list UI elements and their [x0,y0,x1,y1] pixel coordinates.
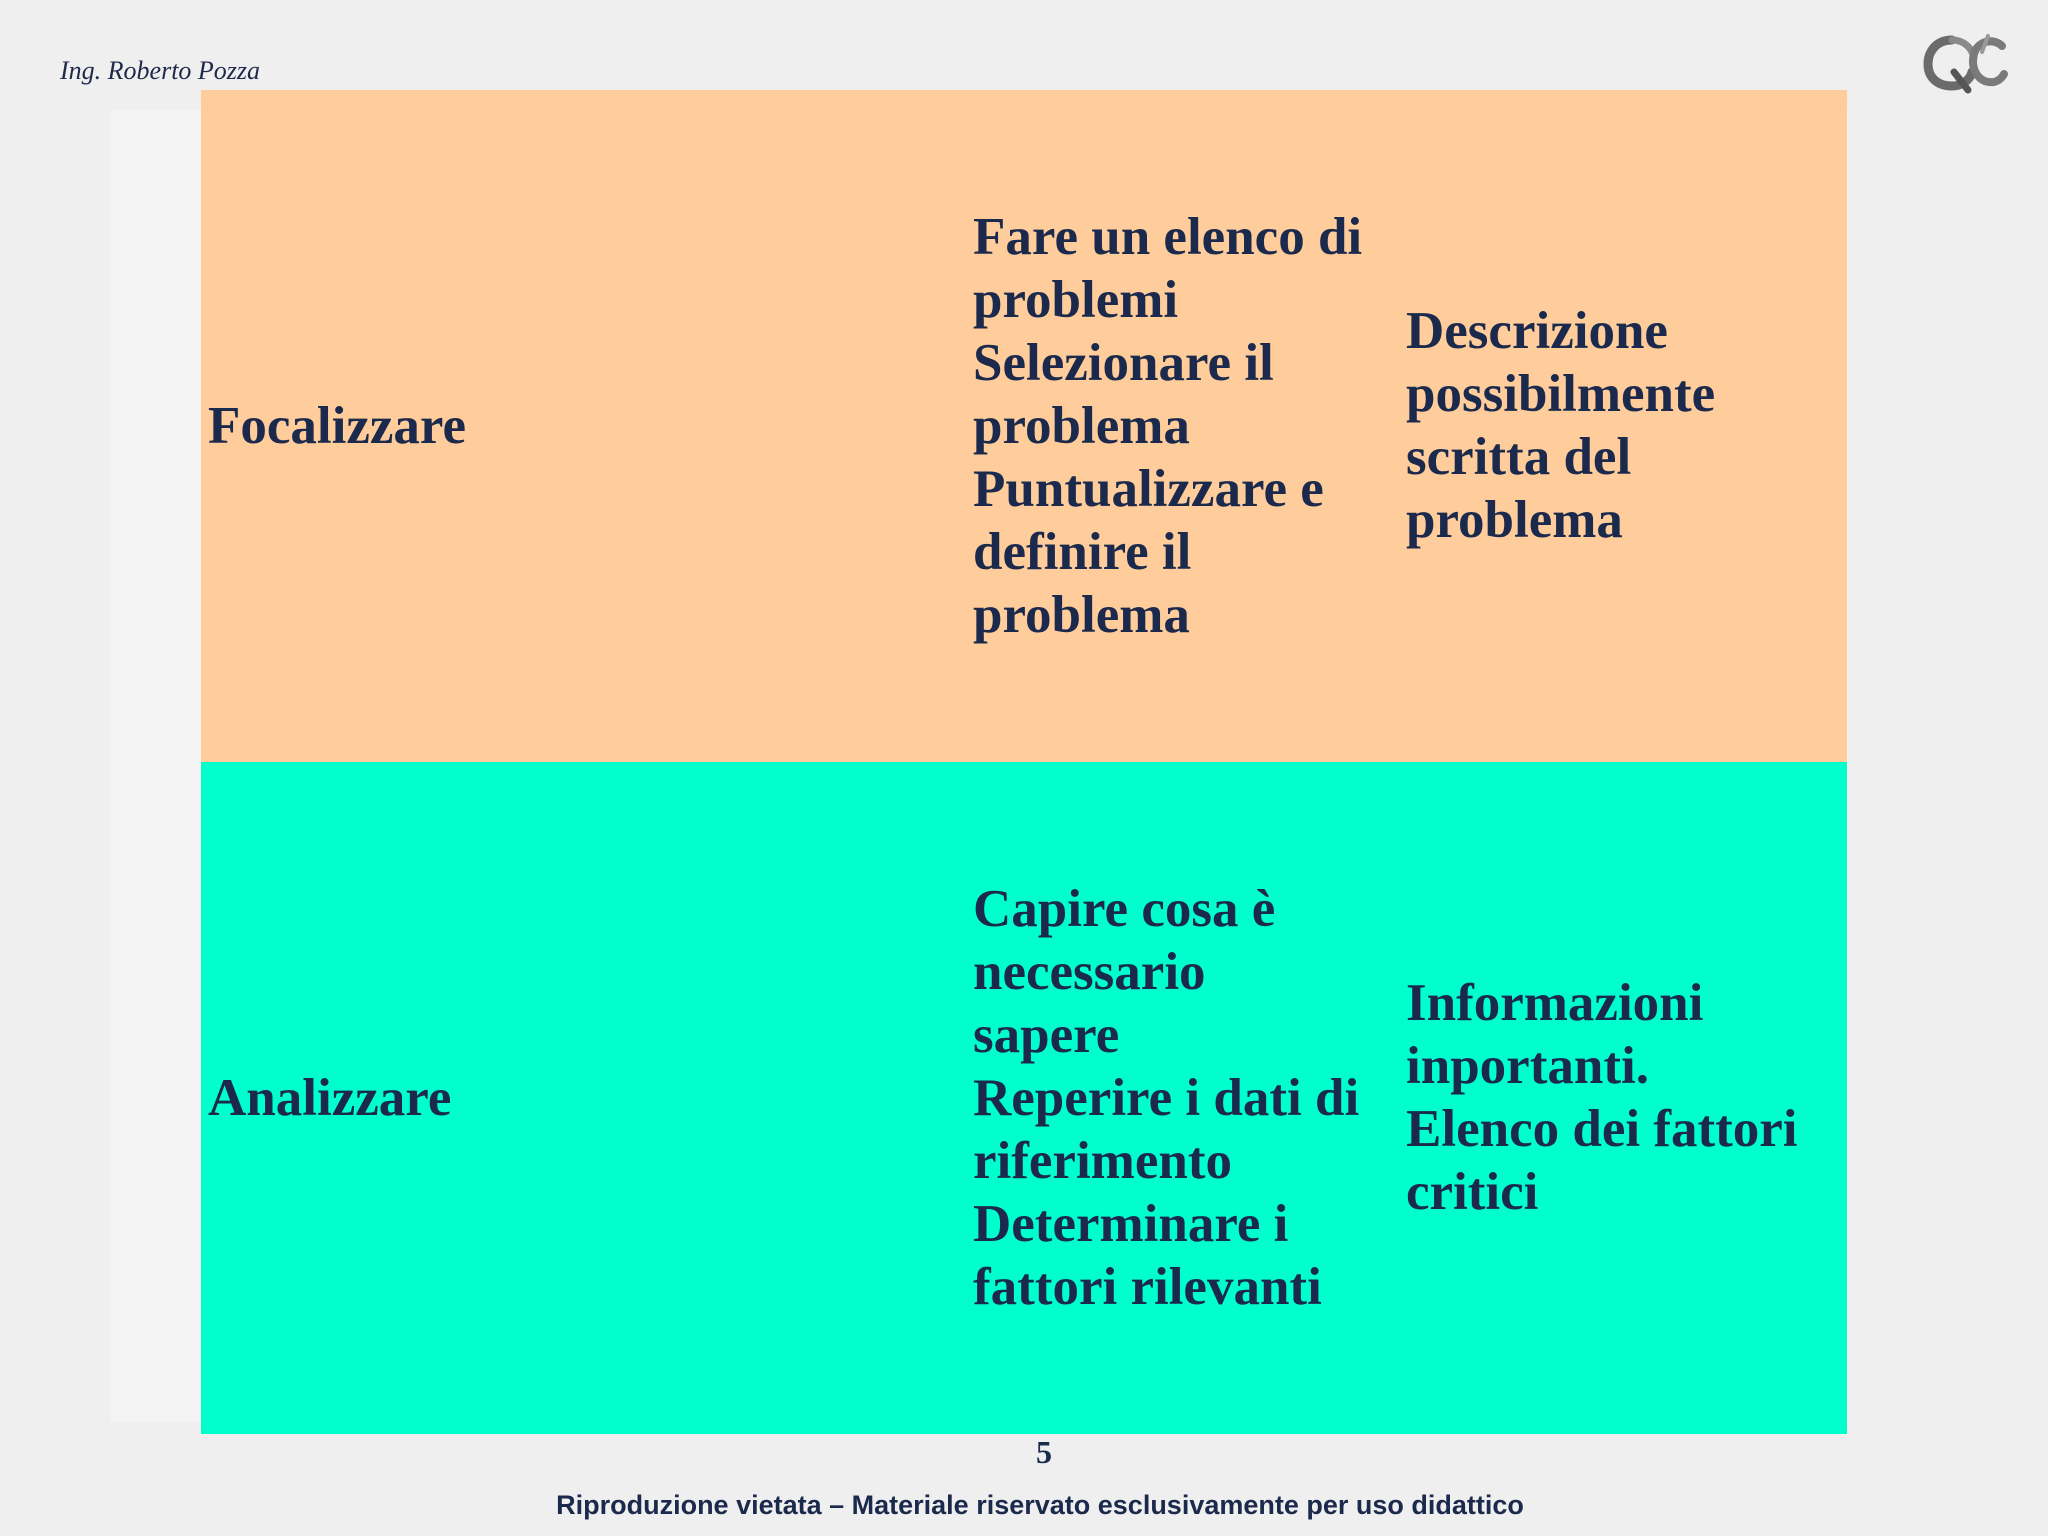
phase-label: Focalizzare [208,396,466,455]
footer-notice: Riproduzione vietata – Materiale riservato esclusivamente per uso didattico [556,1490,1524,1520]
activity-line: problema [973,585,1190,644]
table-row-analizzare [201,762,1847,1434]
activity-line: Reperire i dati di [973,1068,1360,1127]
output-line: Informazioni [1406,974,1704,1032]
author-name: Ing. Roberto Pozza [60,56,261,85]
activity-line: definire il [973,522,1192,581]
activity-line: Determinare i [973,1194,1289,1253]
output-line: critici [1406,1163,1539,1221]
activities-list [973,206,1362,647]
activity-line: Fare un elenco di [973,207,1363,266]
activities-list [973,878,1359,1319]
activity-line: Puntualizzare e [973,459,1324,518]
output-line: possibilmente [1406,365,1716,423]
phase-table [201,90,1847,1434]
phase-label: Analizzare [208,1068,452,1127]
activity-line: sapere [973,1005,1120,1064]
output-line: inportanti. [1406,1037,1649,1095]
output-line: Elenco dei fattori [1406,1100,1798,1158]
output-line: problema [1406,491,1623,549]
activity-line: Capire cosa è [973,879,1276,938]
page-number: 5 [1036,1434,1052,1470]
phase-cell [208,762,948,1434]
activities-cell [973,762,1398,1434]
activity-line: fattori rilevanti [973,1257,1322,1316]
activity-line: riferimento [973,1131,1232,1190]
activity-line: Selezionare il [973,333,1274,392]
output-list [1406,300,1715,552]
activities-cell [973,90,1398,762]
output-line: Descrizione [1406,302,1668,360]
output-cell [1406,762,1842,1434]
output-line: scritta del [1406,428,1632,486]
output-cell [1406,90,1842,762]
activity-line: problema [973,396,1190,455]
table-row-focalizzare [201,90,1847,762]
phase-cell [208,90,948,762]
output-list [1406,972,1798,1224]
qc-monogram-logo-icon [1922,32,2008,94]
activity-line: necessario [973,942,1206,1001]
activity-line: problemi [973,270,1179,329]
